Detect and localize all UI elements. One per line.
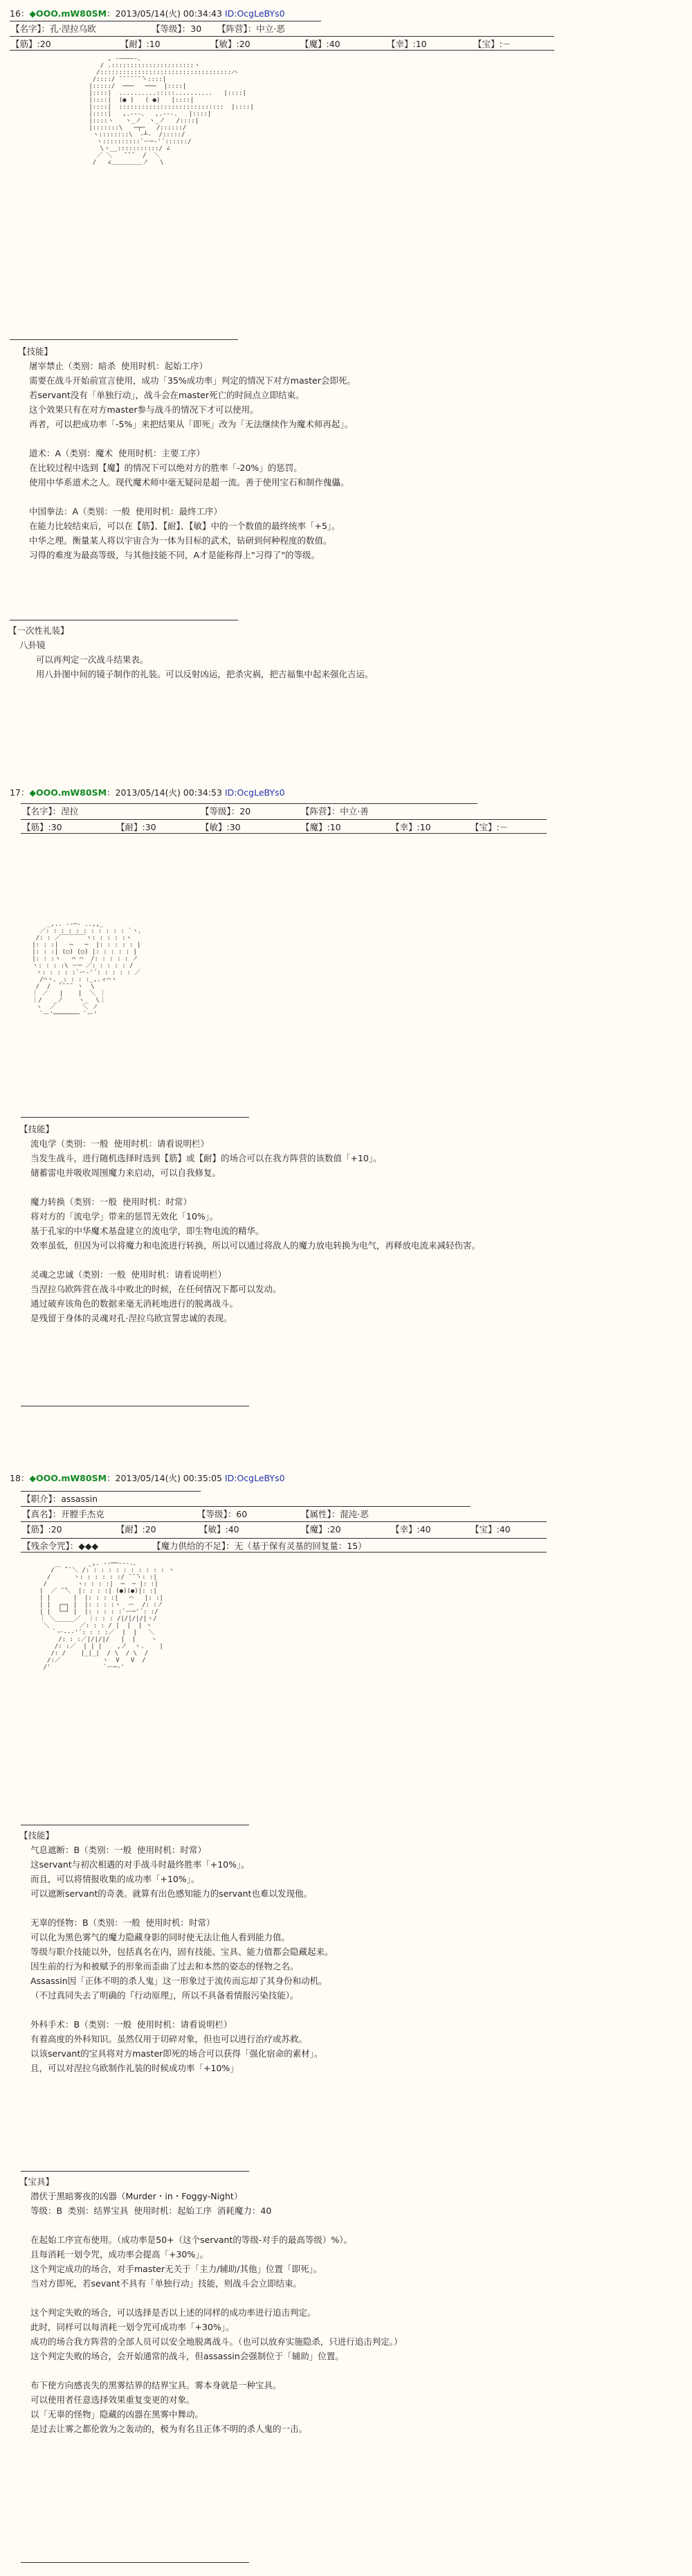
param-end: 【耐】:20 xyxy=(116,1524,156,1535)
section-title: 【技能】 xyxy=(19,1830,55,1841)
field-alignment: 【阵营】：中立·恶 xyxy=(217,24,285,34)
text-line: 在比较过程中选到【魔】的情况下可以绝对方的胜率「-20%」的惩罚。 xyxy=(29,463,302,473)
post-number: 18： xyxy=(10,1473,30,1483)
text-line: 基于孔家的中华魔术基盘建立的流电学，即生物电流的精华。 xyxy=(30,1226,264,1236)
param-np: 【宝】:40 xyxy=(471,1524,511,1535)
text-line: 八卦镜 xyxy=(19,640,46,650)
text-line: 屠宰禁止（类别：暗杀 使用时机：起始工序） xyxy=(29,361,208,371)
text-line: 可以再判定一次战斗结果表。 xyxy=(19,654,149,665)
text-line: 这个效果只有在对方master参与战斗的情况下才可以使用。 xyxy=(29,404,259,415)
text-line: 等级：B 类别：结界宝具 使用时机：起始工序 消耗魔力：40 xyxy=(30,2206,272,2216)
text-line: 中华之理。衡量某人将以宇宙合为一体为目标的武术，钻研到何种程度的数值。 xyxy=(29,535,332,546)
text-line: 潜伏于黑暗雾夜的凶器（Murder・in・Foggy-Night） xyxy=(30,2191,243,2201)
text-line: 以该servant的宝具将对方master即死的场合可以获得「强化宿命的素材」。 xyxy=(30,2048,323,2059)
text-line: 这个判定失败的场合，可以选择是否以上述的同样的成功率进行追击判定。 xyxy=(30,2307,316,2318)
text-line: 流电学（类别：一般 使用时机：请看说明栏） xyxy=(30,1138,209,1149)
section-title: 【一次性礼装】 xyxy=(8,625,69,636)
param-agi: 【敏】:20 xyxy=(210,39,251,49)
text-line: 可以遮断servant的奇袭。就算有出色感知能力的servant也难以发现他。 xyxy=(30,1888,312,1899)
spacer xyxy=(29,431,356,446)
text-line: 此时，同样可以每消耗一划令咒可成功率「+30%」。 xyxy=(30,2322,235,2332)
param-mag: 【魔】:40 xyxy=(300,39,340,49)
field-level: 【等级】：20 xyxy=(201,806,251,816)
text-line: 可以化为黑色雾气的魔力隐藏身影的同时使无法让他人看到能力值。 xyxy=(30,1932,291,1942)
text-line: 当涅拉乌欧阵营在战斗中败北的时候，在任何情况下都可以发动。 xyxy=(30,1284,282,1294)
text-line: 使用中华系道术之人。现代魔术师中毫无疑问是超一流。善于使用宝石和制作傀儡。 xyxy=(29,477,349,488)
param-luck: 【幸】:10 xyxy=(387,39,427,49)
spacer xyxy=(30,1180,480,1195)
skills-section xyxy=(19,1828,334,2075)
text-line: 通过破弃该角色的数据来毫无消耗地进行的脱离战斗。 xyxy=(30,1298,239,1309)
text-line: 若servant没有「单独行动」，战斗会在master死亡的时间点立即结束。 xyxy=(29,390,304,400)
param-luck: 【幸】:40 xyxy=(391,1524,431,1535)
skills-section xyxy=(18,344,356,562)
text-line: 当发生战斗，进行随机选择时选到【筋】或【耐】的场合可以在我方阵营的该数值「+10」。 xyxy=(30,1153,382,1163)
text-line: 再者，可以把成功率「-5%」来把结果从「即死」改为「无法继续作为魔术师再起」。 xyxy=(29,419,354,429)
text-line: 习得的难度为最高等级，与其他技能不同，A才是能称得上"习得了"的等级。 xyxy=(29,550,320,560)
param-mag: 【魔】:10 xyxy=(301,822,341,832)
poster-name[interactable]: ◆OOO.mW80SM xyxy=(29,8,107,19)
text-line: 在能力比较结束后，可以在【筋】、【耐】、【敏】中的一个数值的最终统率「+5」。 xyxy=(29,521,340,531)
text-line: 这个判定成功的场合，对手master无关于「主力/辅助/其他」位置「即死」。 xyxy=(30,2264,322,2274)
post-number: 17： xyxy=(10,787,30,798)
stat-row-params xyxy=(21,819,547,834)
spacer xyxy=(30,2003,334,2017)
param-np: 【宝】:－ xyxy=(473,39,511,49)
field-alignment: 【阵营】：中立·善 xyxy=(301,806,369,816)
text-line: 成功的场合我方阵营的全部人员可以安全地脱离战斗。（也可以放弃实施隐杀，只进行追击判定。） xyxy=(30,2336,403,2347)
stat-row-class xyxy=(21,1491,201,1505)
text-line: 且，可以对涅拉乌欧制作礼装的时候成功率「+10%」 xyxy=(30,2063,239,2073)
text-line: 这个判定失败的场合，会开始通常的战斗，但assassin会强制位于「辅助」位置。 xyxy=(30,2351,344,2361)
ascii-art-portrait: _,.. --─- ..,,_ ／: : : : : : : : : : : `ヽ、 /: : ／￣￣￣￣ヽ: : : : :ヽ |: : :| ─ ─ |: : : : : | |: : :| (◯) (◯) |: : : : : | |: : :ヽ ⌒ ⌒ /: : : : : ノ ヽ: : : :\ ー─ ／: : : : : / ヽ: : : : :`ー‐'´: : : : : ／ /⌒ヽ、_: : : :_,.ィ⌒ヽ / / ̄ ̄ ̄ ̄ ヽ \ ｜ ／ | | ＼ ｜ ｜/ _ノ ヽ_ \｜ ヽ ／ ＼ ノ `ー'─────── `ー' xyxy=(32,921,145,1018)
spacer xyxy=(30,2363,403,2378)
text-line: 外科手术：B（类别：一般 使用时机：请看说明栏） xyxy=(30,2019,233,2030)
section-title: 【技能】 xyxy=(18,346,53,357)
divider xyxy=(21,1117,249,1118)
text-line: 因生前的行为和被赋予的形象而歪曲了过去和本然的姿态的怪物之名。 xyxy=(30,1961,299,1971)
text-line: Assassin因「正体不明的杀人鬼」这一形象过于流传而忘却了其身份和动机。 xyxy=(30,1976,327,1986)
text-line: 灵魂之忠诚（类别：一般 使用时机：请看说明栏） xyxy=(30,1269,226,1280)
text-line: 储蓄雷电并吸收周围魔力来启动，可以自我修复。 xyxy=(30,1168,221,1178)
text-line: 以「无辜的怪物」隐藏的凶器在黑雾中舞动。 xyxy=(30,2409,204,2420)
param-mag: 【魔】:20 xyxy=(301,1524,341,1535)
text-line: 魔力转换（类别：一般 使用时机：时常） xyxy=(30,1197,192,1207)
post-date: ：2013/05/14(火) 00:35:05 xyxy=(107,1473,222,1483)
stat-row-name xyxy=(10,21,321,35)
text-line: 在起始工序宣布使用。（成功率是50+（这个servant的等级-对手的最高等级）%）。 xyxy=(30,2235,352,2245)
field-name: 【名字】：孔·涅拉乌欧 xyxy=(11,24,96,34)
text-line: 这servant与初次相遇的对手战斗时最终胜率「+10%」。 xyxy=(30,1859,250,1870)
field-command-seals: 【残余令咒】：◆◆◆ xyxy=(22,1541,99,1551)
param-end: 【耐】:30 xyxy=(116,822,156,832)
post-date: ：2013/05/14(火) 00:34:43 xyxy=(107,8,222,19)
stat-row-params xyxy=(21,1521,547,1535)
field-name: 【名字】：涅拉 xyxy=(22,806,79,816)
text-line: 当对方即死，若sevant不具有「单独行动」技能，则战斗会立即结束。 xyxy=(30,2278,302,2289)
stat-row-name xyxy=(21,1506,471,1520)
mystic-code-section xyxy=(8,623,374,681)
post-number: 16： xyxy=(10,8,30,19)
spacer xyxy=(30,1253,480,1267)
text-line: 用八卦图中间的镜子制作的礼装。可以反射凶运，把杀灾祸，把吉福集中起来强化吉运。 xyxy=(19,669,374,679)
post-header xyxy=(10,7,285,20)
text-line: 将对方的「流电学」带来的惩罚无效化「10%」。 xyxy=(30,1211,219,1222)
param-str: 【筋】:30 xyxy=(22,822,62,832)
divider xyxy=(10,339,238,340)
text-line: 效率虽低，但因为可以将魔力和电流进行转换，所以可以通过将敌人的魔力放电转换为电气，再释放电流来减轻伤害。 xyxy=(30,1240,481,1251)
param-end: 【耐】:10 xyxy=(120,39,161,49)
text-line: 而且，可以将情报收集的成功率「+10%」。 xyxy=(30,1874,200,1884)
text-line: 气息遮断：B（类别：一般 使用时机：时常） xyxy=(30,1845,207,1855)
text-line: 且每消耗一划令咒，成功率会提高「+30%」。 xyxy=(30,2249,209,2260)
stat-row-command-seals xyxy=(21,1538,547,1553)
field-mana-supply: 【魔力供给的不足】：无（基于保有灵基的回复量：15） xyxy=(152,1541,367,1551)
spacer xyxy=(30,1901,334,1915)
text-line: 无辜的怪物：B（类别：一般 使用时机：时常） xyxy=(30,1917,215,1928)
text-line: 布下使方向感丧失的黑雾结界的结界宝具。雾本身就是一种宝具。 xyxy=(30,2380,282,2390)
post-header xyxy=(10,1472,285,1485)
text-line: 需要在战斗开始前宣言使用，成功「35%成功率」判定的情况下对方master会即死。 xyxy=(29,375,356,386)
divider xyxy=(21,2562,249,2563)
ascii-art-portrait: , -――――-、 / .::::::::::::::::::::::ヽ /:::::::::::::::::::::::::::::::::::ハ /::::/ ̄ ̄ ̄ ̄ ̄ ̄ ̄ヽ::::| |:::::/ ─── ─── |::::| |::::| ..........:::::.......... |::::| |::::| (● ) ( ●) |::::| |::::| :::::::::::::::::::::::::::: |::::| |::::| ,.-‐-、 ,.-‐-. |::::| |::::ヽ ヽ_ノ ヽ_ノ /::::| |:::::::\ ─┬─ /::::::/ ヽ::::::::\ ‐┴‐ /:::::/ ヽ::::::::::`ー─‐'´::::::/ \ヽ__:::::::::::/ ∠ ／ ＼ ̄ ̄ ̄ / ＼ / ∠＿＿＿＿＿ノ \ xyxy=(89,55,254,166)
spacer xyxy=(30,2291,403,2305)
post-date: ：2013/05/14(火) 00:34:53 xyxy=(107,787,222,798)
text-line: 中国拳法：A（类别：一般 使用时机：最终工序） xyxy=(29,506,222,517)
poster-id[interactable]: ID:OcgLeBYs0 xyxy=(224,787,285,798)
skills-section xyxy=(19,1122,481,1325)
poster-id[interactable]: ID:OcgLeBYs0 xyxy=(224,1473,285,1483)
ascii-art-portrait: _,. -‐──-‐-.、 /￣ ̄``＼ /: : : : : : : : : : : ヽ / ヽ: : : : : :/ ̄ ̄ ̄ヽ: :| / ヽ: : : :| ─ ─ |: :| | ／ ̄ ̄＼ |: : : :| (●)(●)|: :| | | | |: : : :| ⌒ |: :| | | ┌─┐ | |: : : :ヽ ー /: :ノ | | └─┘ | |: : : : :`ー─'´: :/ ｜ ＼_____／ ｜: : : /|/|/|/|ヽ/ ＼ ／: : : / | | | ヽ ｀ー‐‐‐'´: : : :／ | | ＼ /: : :／|/|/|/ | | ヽ /: :／ | | | ,ノ ヽ. | /: / |_|_| / \ / \ / /:／ ヽ V V / /' `ー─‐' xyxy=(39,1560,175,1671)
param-agi: 【敏】:40 xyxy=(199,1524,239,1535)
noble-phantasm-section xyxy=(19,2174,403,2436)
field-level: 【等级】：30 xyxy=(152,24,202,34)
text-line: 是过去让雾之都伦敦为之轰动的，极为有名且正体不明的杀人鬼的一击。 xyxy=(30,2424,308,2434)
text-line: 可以使用者任意选择效果重复变更的对象。 xyxy=(30,2395,195,2405)
field-level: 【等级】：60 xyxy=(197,1509,248,1519)
param-np: 【宝】:－ xyxy=(471,822,509,832)
param-luck: 【幸】:10 xyxy=(391,822,431,832)
divider xyxy=(21,2171,249,2172)
text-line: （不过真同失去了明确的『行动原理』，所以不具备看情报污染技能）。 xyxy=(30,1990,299,2001)
text-line: 等级与职介技能以外，包括真名在内，固有技能、宝具、能力值都会隐藏起来。 xyxy=(30,1947,334,1957)
param-str: 【筋】:20 xyxy=(22,1524,62,1535)
text-line: 是残留于身体的灵魂对孔·涅拉乌欧宣誓忠诚的表现。 xyxy=(30,1313,233,1323)
poster-name[interactable]: ◆OOO.mW80SM xyxy=(29,787,107,798)
field-true-name: 【真名】：开膛手杰克 xyxy=(22,1509,104,1519)
section-title: 【技能】 xyxy=(19,1124,55,1134)
post-header xyxy=(10,786,285,799)
stat-row-name xyxy=(21,803,477,817)
field-attribute: 【属性】：混沌·恶 xyxy=(301,1509,369,1519)
param-agi: 【敏】:30 xyxy=(201,822,241,832)
section-title: 【宝具】 xyxy=(19,2176,55,2187)
poster-id[interactable]: ID:OcgLeBYs0 xyxy=(224,8,285,19)
poster-name[interactable]: ◆OOO.mW80SM xyxy=(29,1473,107,1483)
spacer xyxy=(30,2218,403,2233)
stat-row-params xyxy=(10,36,554,51)
spacer xyxy=(29,490,356,504)
field-class: 【职介】：assassin xyxy=(22,1494,98,1504)
text-line: 有着高度的外科知识。虽然仅用于切碎对象，但也可以进行治疗或苏救。 xyxy=(30,2034,308,2044)
param-str: 【筋】:20 xyxy=(11,39,51,49)
text-line: 道术：A（类别：魔术 使用时机：主要工序） xyxy=(29,448,205,458)
